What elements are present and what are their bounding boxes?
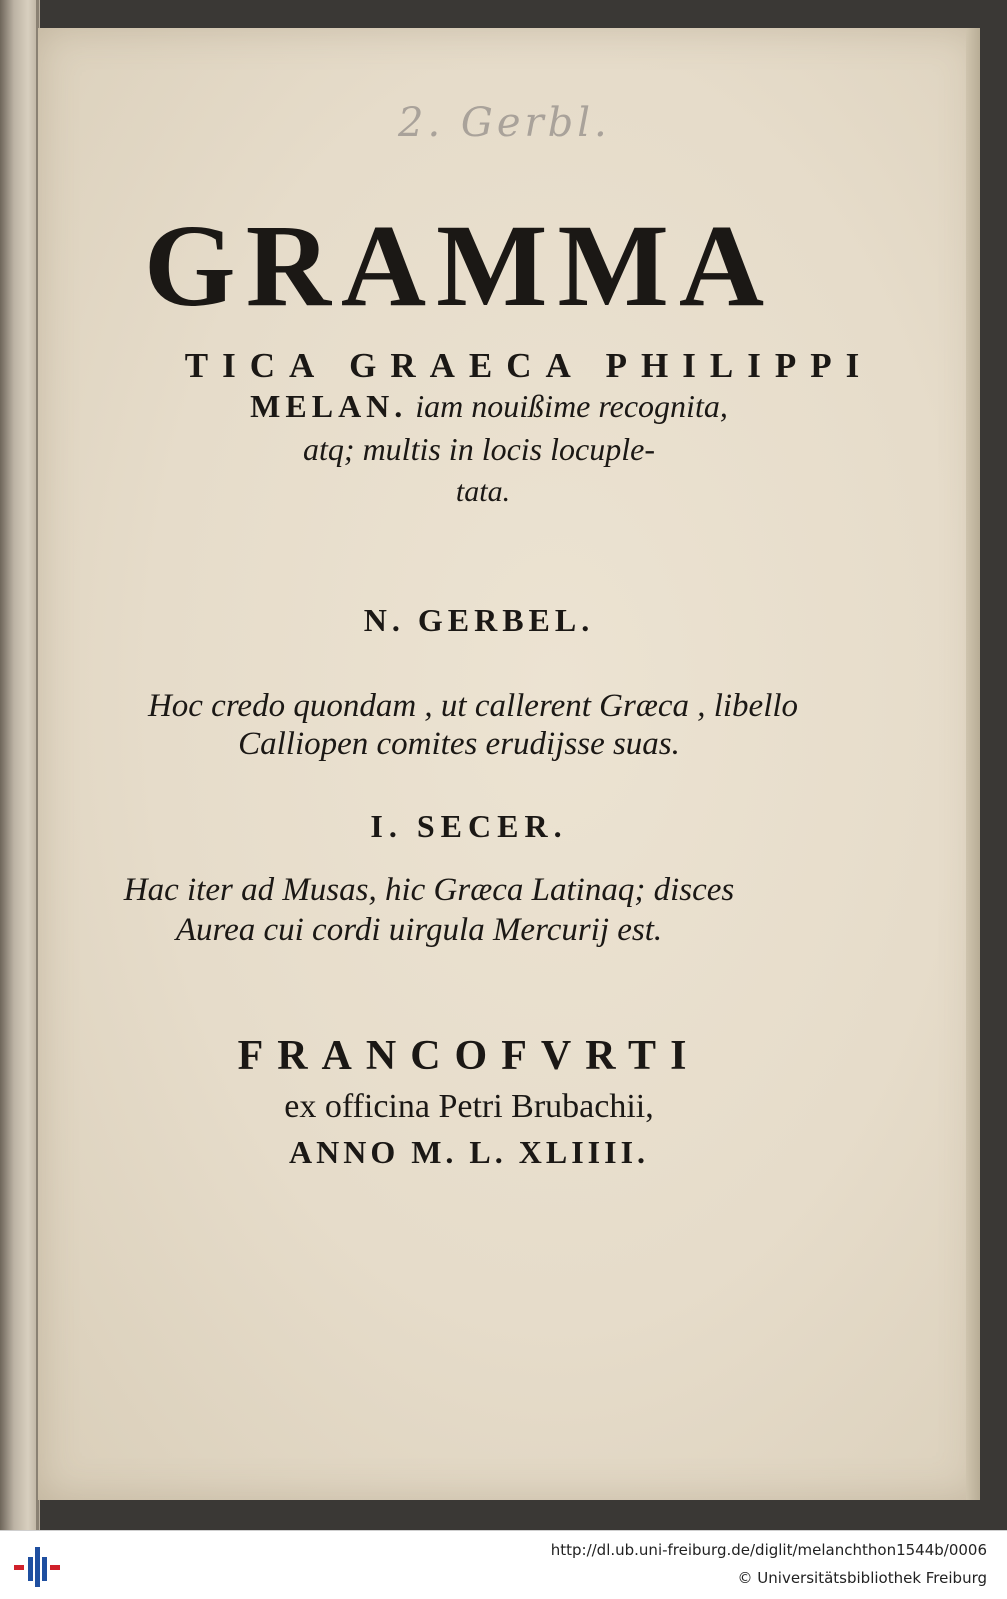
subtitle-line-1: TICA GRAECA PHILIPPI bbox=[184, 346, 874, 385]
page-edge bbox=[966, 28, 980, 1500]
imprint-city: FRANCOFVRTI bbox=[237, 1033, 701, 1079]
imprint-printer: ex officina Petri Brubachii, bbox=[284, 1088, 654, 1125]
verse-2-line-1: Hac iter ad Musas, hic Græca Latinaq; disces bbox=[123, 872, 735, 908]
subtitle-line-4: tata. bbox=[455, 475, 511, 508]
verse-2-line-2: Aurea cui cordi uirgula Mercurij est. bbox=[175, 912, 663, 948]
subtitle-author-abbrev: MELAN. bbox=[250, 388, 408, 424]
verse-author-gerbel: N. GERBEL. bbox=[363, 602, 595, 638]
subtitle-line-3: atq; multis in locis locuple- bbox=[303, 431, 655, 467]
subtitle-line-2 bbox=[18, 388, 960, 425]
footer-bar bbox=[0, 1530, 1007, 1599]
subtitle-line-2-rest: iam nouißime recognita, bbox=[415, 388, 728, 424]
title-page bbox=[38, 28, 980, 1500]
verse-1-line-1: Hoc credo quondam , ut callerent Græca , libello bbox=[147, 688, 799, 724]
library-logo-icon bbox=[12, 1543, 62, 1591]
verse-author-secer: I. SECER. bbox=[370, 808, 568, 844]
handwritten-note: 2. Gerbl. bbox=[398, 100, 611, 146]
permalink-url[interactable]: http://dl.ub.uni-freiburg.de/diglit/melanchthon1544b/0006 bbox=[550, 1541, 987, 1559]
verse-1-line-2: Calliopen comites erudijsse suas. bbox=[238, 726, 680, 762]
imprint-year: ANNO M. L. XLIIII. bbox=[288, 1134, 650, 1170]
copyright-notice: © Universitätsbibliothek Freiburg bbox=[737, 1569, 987, 1587]
book-title: GRAMMA bbox=[143, 200, 775, 331]
